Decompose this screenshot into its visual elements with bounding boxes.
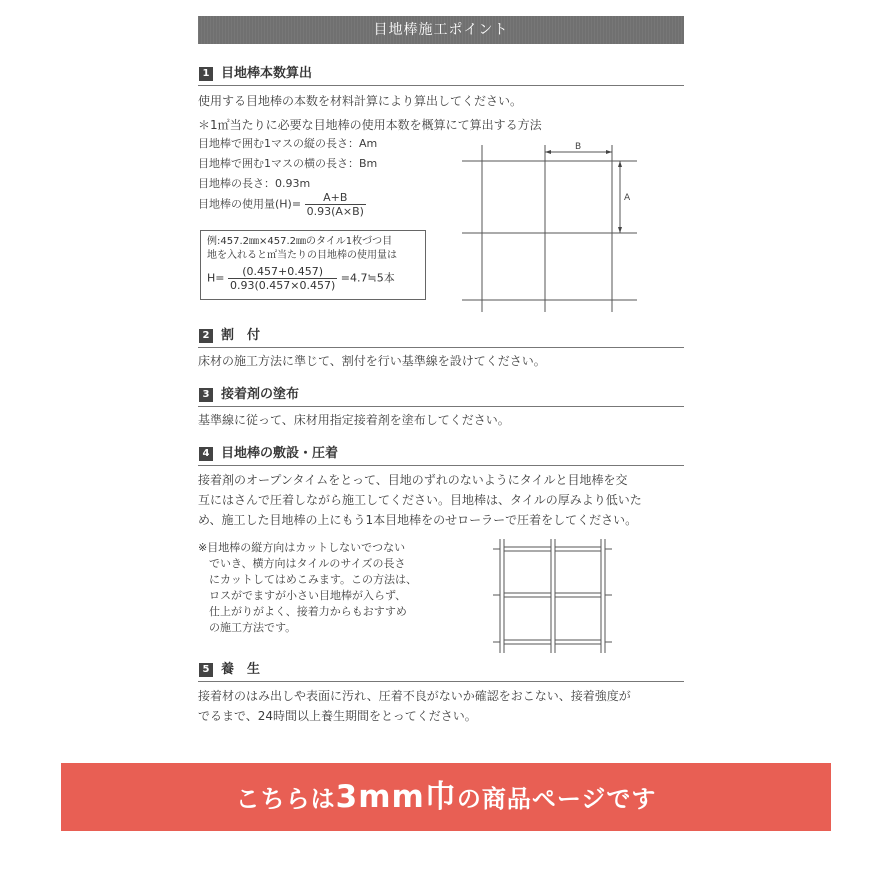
diagram-label-a: A <box>624 193 631 203</box>
grid-diagram <box>462 140 652 315</box>
example-numerator: (0.457+0.457) <box>228 265 337 279</box>
section-2-heading <box>198 325 684 348</box>
note-line: でいき、横方向はタイルのサイズの長さ <box>198 557 406 570</box>
section-2-body: 床材の施工方法に準じて、割付を行い基準線を設けてください。 <box>198 354 546 368</box>
note-line: ※目地棒の縦方向はカットしないでつない <box>198 541 406 554</box>
section-4-body-line: 接着剤のオープンタイムをとって、目地のずれのないようにタイルと目地棒を交 <box>198 473 628 487</box>
section-title: 目地棒本数算出 <box>221 66 313 81</box>
formula-label: 目地棒の使用量(H)= <box>198 197 302 211</box>
section-3-body: 基準線に従って、床材用指定接着剤を塗布してください。 <box>198 413 510 427</box>
example-box <box>200 230 426 300</box>
section-number: 2 <box>199 329 213 343</box>
section-5-body-line: でるまで、24時間以上養生期間をとってください。 <box>198 709 477 723</box>
joint-bar-layout-diagram <box>488 537 613 655</box>
var-a-text: 目地棒で囲む1マスの縦の長さ：Am <box>198 137 378 150</box>
example-denominator: 0.93(0.457×0.457) <box>230 279 336 292</box>
section-1-intro: 使用する目地棒の本数を材料計算により算出してください。 <box>198 94 523 108</box>
banner-width-highlight: 3mm巾 <box>335 779 457 815</box>
formula-fraction <box>305 191 366 218</box>
example-fraction <box>228 265 337 292</box>
example-formula <box>207 265 419 292</box>
note-line: ロスがでますが小さい目地棒が入らず、 <box>198 589 407 602</box>
section-number: 4 <box>199 447 213 461</box>
section-5-body-line: 接着材のはみ出しや表面に汚れ、圧着不良がないか確認をおこない、接着強度が <box>198 689 631 703</box>
section-1-method: ＊1㎡当たりに必要な目地棒の使用本数を概算にて算出する方法 <box>198 118 542 132</box>
note-line: にカットしてはめこみます。この方法は、 <box>198 573 418 586</box>
section-3-heading <box>198 384 684 407</box>
section-number: 5 <box>199 663 213 677</box>
section-5-heading <box>198 659 684 682</box>
note-line: の施工方法です。 <box>198 621 297 634</box>
example-result: =4.7≒5本 <box>340 271 395 285</box>
section-title: 接着剤の塗布 <box>221 387 300 402</box>
product-page-banner[interactable] <box>61 763 831 831</box>
banner-prefix: こちらは <box>235 785 336 813</box>
section-5-body <box>198 686 631 726</box>
var-length-text: 目地棒の長さ：0.93m <box>198 177 311 190</box>
usage-formula <box>198 191 366 218</box>
note-line: 仕上がりがよく、接着力からもおすすめ <box>198 605 407 618</box>
var-b-text: 目地棒で囲む1マスの横の長さ：Bm <box>198 157 378 170</box>
formula-numerator: A+B <box>305 191 366 205</box>
formula-denominator: 0.93(A×B) <box>306 205 364 218</box>
banner-suffix: の商品ページです <box>456 785 657 813</box>
example-line-2: 地を入れると㎡当たりの目地棒の使用量は <box>207 250 397 261</box>
section-title: 目地棒の敷設・圧着 <box>221 446 339 461</box>
diagram-label-b: B <box>575 142 582 152</box>
section-number: 3 <box>199 388 213 402</box>
section-title: 養 生 <box>221 662 261 677</box>
section-4-body-line: め、施工した目地棒の上にもう1本目地棒をのせローラーで圧着をしてください。 <box>198 513 638 527</box>
section-1-heading <box>198 63 684 86</box>
section-4-body <box>198 470 642 530</box>
section-4-heading <box>198 443 684 466</box>
page-title: 目地棒施工ポイント <box>198 16 684 44</box>
section-4-note <box>198 540 417 636</box>
section-4-body-line: 互にはさんで圧着しながら施工してください。目地棒は、タイルの厚みより低いた <box>198 493 642 507</box>
example-prefix: H= <box>207 271 225 285</box>
section-title: 割 付 <box>221 328 261 343</box>
example-line-1: 例:457.2㎜×457.2㎜のタイル1枚づつ目 <box>207 236 393 247</box>
section-number: 1 <box>199 67 213 81</box>
